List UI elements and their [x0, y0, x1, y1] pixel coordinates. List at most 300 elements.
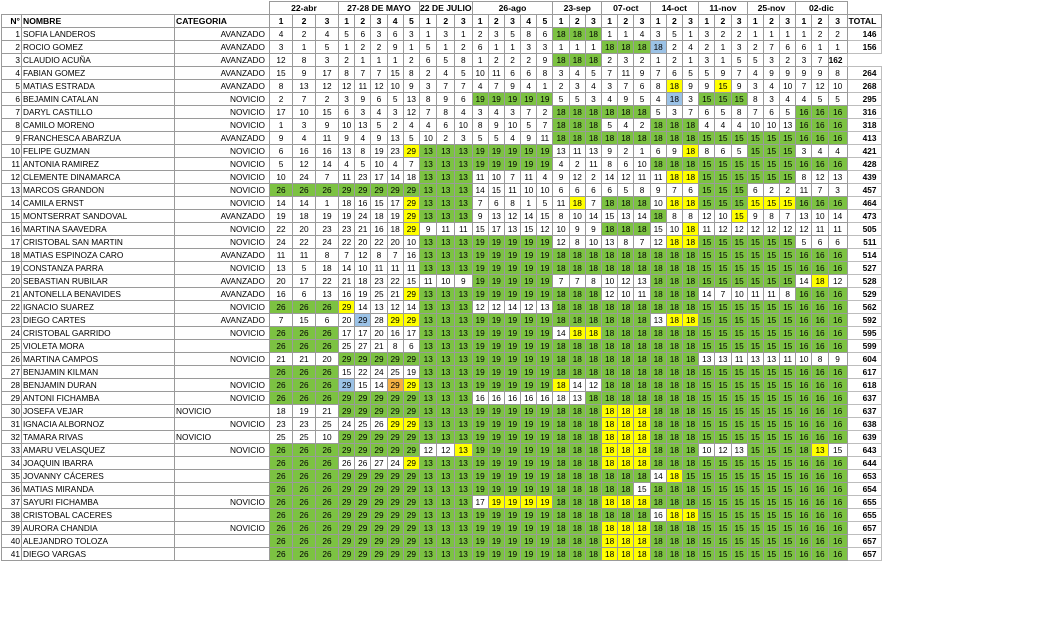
table-row [2, 327, 882, 340]
participant-name: VIOLETA MORA [22, 340, 175, 353]
score-cell: 19 [355, 288, 371, 301]
score-cell: 18 [634, 457, 650, 470]
score-cell: 16 [812, 535, 828, 548]
score-cell: 19 [488, 93, 504, 106]
score-cell: 29 [339, 509, 355, 522]
row-total: 562 [847, 301, 881, 314]
score-cell: 19 [472, 353, 488, 366]
score-cell: 17 [371, 171, 387, 184]
score-cell: 18 [634, 366, 650, 379]
score-cell: 15 [763, 249, 779, 262]
score-cell: 29 [339, 496, 355, 509]
score-cell: 19 [339, 210, 355, 223]
score-cell: 16 [812, 470, 828, 483]
score-cell: 9 [403, 80, 419, 93]
row-number: 3 [2, 54, 22, 67]
score-cell: 18 [650, 210, 666, 223]
table-row [2, 41, 882, 54]
score-cell: 3 [419, 80, 437, 93]
score-cell: 18 [602, 132, 618, 145]
score-cell: 2 [828, 28, 847, 41]
score-cell: 19 [472, 366, 488, 379]
score-cell: 15 [699, 431, 715, 444]
score-cell: 21 [355, 223, 371, 236]
participant-name: ANTONI FICHAMBA [22, 392, 175, 405]
score-cell: 9 [419, 223, 437, 236]
row-total: 473 [847, 210, 881, 223]
score-cell: 9 [699, 80, 715, 93]
row-total: 264 [847, 67, 881, 80]
score-cell: 7 [419, 106, 437, 119]
score-cell: 19 [537, 405, 553, 418]
score-cell: 18 [634, 548, 650, 561]
score-cell: 3 [339, 93, 355, 106]
score-cell: 18 [634, 132, 650, 145]
number-column-header: N° [2, 15, 22, 28]
score-cell: 26 [316, 366, 339, 379]
session-column-header: 2 [569, 15, 585, 28]
score-cell: 9 [634, 67, 650, 80]
participant-category: NOVICIO [175, 236, 270, 249]
score-cell: 13 [419, 327, 437, 340]
table-row [2, 405, 882, 418]
score-cell: 26 [293, 301, 316, 314]
score-cell: 17 [339, 327, 355, 340]
score-cell: 13 [455, 288, 473, 301]
score-cell: 29 [355, 509, 371, 522]
participant-name: MARCOS GRANDON [22, 184, 175, 197]
score-cell: 3 [747, 80, 763, 93]
score-cell: 4 [715, 119, 731, 132]
row-number: 19 [2, 262, 22, 275]
score-cell: 9 [602, 145, 618, 158]
category-column-header: CATEGORIA [175, 15, 270, 28]
score-cell: 29 [355, 522, 371, 535]
score-cell: 2 [293, 28, 316, 41]
score-cell: 19 [488, 535, 504, 548]
score-cell: 15 [731, 379, 747, 392]
score-cell: 19 [316, 210, 339, 223]
score-cell: 13 [437, 431, 455, 444]
score-cell: 18 [682, 483, 698, 496]
score-cell: 16 [828, 197, 847, 210]
score-cell: 19 [504, 483, 520, 496]
score-cell: 15 [715, 184, 731, 197]
score-cell: 15 [699, 249, 715, 262]
score-cell: 16 [796, 158, 812, 171]
score-cell: 26 [270, 535, 293, 548]
score-cell: 11 [634, 171, 650, 184]
score-cell: 10 [747, 119, 763, 132]
score-cell: 5 [666, 28, 682, 41]
score-cell: 19 [472, 314, 488, 327]
score-cell: 15 [715, 340, 731, 353]
score-cell: 15 [747, 145, 763, 158]
score-cell: 29 [403, 509, 419, 522]
score-cell: 18 [585, 444, 601, 457]
score-cell: 18 [585, 470, 601, 483]
score-cell: 26 [316, 496, 339, 509]
score-cell: 13 [419, 509, 437, 522]
score-cell: 16 [812, 314, 828, 327]
score-cell: 18 [585, 418, 601, 431]
table-row [2, 28, 882, 41]
score-cell: 24 [371, 366, 387, 379]
score-cell: 18 [650, 158, 666, 171]
score-cell: 6 [553, 184, 569, 197]
score-cell: 18 [666, 262, 682, 275]
score-cell: 15 [715, 366, 731, 379]
score-cell: 15 [763, 327, 779, 340]
score-cell: 8 [270, 80, 293, 93]
score-cell: 15 [339, 366, 355, 379]
score-cell: 29 [355, 535, 371, 548]
participant-name: ANTONELLA BENAVIDES [22, 288, 175, 301]
score-cell: 1 [537, 80, 553, 93]
score-cell: 15 [780, 470, 796, 483]
score-cell: 10 [553, 223, 569, 236]
table-row [2, 184, 882, 197]
score-cell: 29 [371, 483, 387, 496]
score-cell: 23 [355, 171, 371, 184]
score-cell: 15 [699, 93, 715, 106]
table-row [2, 522, 882, 535]
score-cell: 15 [747, 548, 763, 561]
score-cell: 26 [270, 301, 293, 314]
score-cell: 1 [403, 41, 419, 54]
participant-name: JOVANNY CÁCERES [22, 470, 175, 483]
score-cell: 3 [796, 54, 812, 67]
score-cell: 18 [553, 405, 569, 418]
score-cell: 9 [715, 67, 731, 80]
score-cell: 21 [270, 353, 293, 366]
score-cell: 18 [634, 340, 650, 353]
score-cell: 7 [763, 41, 779, 54]
score-cell: 18 [618, 106, 634, 119]
score-cell: 18 [634, 314, 650, 327]
participant-name: JOSEFA VEJAR [22, 405, 175, 418]
score-cell: 19 [488, 366, 504, 379]
score-cell: 1 [747, 28, 763, 41]
score-cell: 18 [618, 314, 634, 327]
score-cell: 19 [537, 509, 553, 522]
score-cell: 18 [602, 470, 618, 483]
score-cell: 16 [828, 457, 847, 470]
participant-name: DIEGO VARGAS [22, 548, 175, 561]
score-cell: 6 [699, 106, 715, 119]
session-column-header: 3 [371, 15, 387, 28]
session-column-header: 2 [437, 15, 455, 28]
score-cell: 5 [634, 93, 650, 106]
score-cell: 18 [618, 301, 634, 314]
score-cell: 5 [715, 106, 731, 119]
total-column-header: TOTAL [847, 15, 881, 28]
score-cell: 12 [403, 106, 419, 119]
score-cell: 16 [403, 249, 419, 262]
score-cell: 29 [403, 418, 419, 431]
score-cell: 6 [355, 28, 371, 41]
score-cell: 8 [403, 67, 419, 80]
score-cell: 29 [387, 353, 403, 366]
score-cell: 18 [618, 470, 634, 483]
score-cell: 4 [371, 106, 387, 119]
score-cell: 11 [812, 223, 828, 236]
score-cell: 15 [747, 405, 763, 418]
date-group-header: 25-nov [747, 2, 796, 15]
session-column-header: 1 [699, 15, 715, 28]
score-cell: 18 [602, 41, 618, 54]
score-cell: 18 [553, 288, 569, 301]
score-cell: 5 [504, 28, 520, 41]
score-cell: 5 [472, 132, 488, 145]
session-column-header: 2 [293, 15, 316, 28]
score-cell: 17 [488, 223, 504, 236]
score-cell: 15 [699, 483, 715, 496]
score-cell: 10 [339, 119, 355, 132]
score-cell: 16 [812, 197, 828, 210]
score-cell: 15 [763, 509, 779, 522]
participant-category: NOVICIO [175, 418, 270, 431]
row-number: 20 [2, 275, 22, 288]
score-cell: 19 [537, 522, 553, 535]
score-cell: 26 [270, 379, 293, 392]
score-cell: 26 [355, 457, 371, 470]
score-cell: 18 [585, 262, 601, 275]
score-cell: 18 [602, 405, 618, 418]
score-cell: 4 [293, 132, 316, 145]
participant-category: AVANZADO [175, 132, 270, 145]
score-cell: 19 [488, 444, 504, 457]
score-cell: 17 [387, 197, 403, 210]
score-cell: 13 [455, 197, 473, 210]
score-cell: 26 [316, 327, 339, 340]
row-total: 592 [847, 314, 881, 327]
score-cell: 4 [569, 67, 585, 80]
row-total: 657 [847, 522, 881, 535]
score-cell: 16 [796, 535, 812, 548]
score-cell: 15 [780, 431, 796, 444]
score-cell: 18 [553, 379, 569, 392]
score-cell: 17 [355, 327, 371, 340]
participant-name: ANTONIA RAMIREZ [22, 158, 175, 171]
score-cell: 10 [387, 80, 403, 93]
score-cell: 6 [812, 236, 828, 249]
score-cell: 18 [666, 93, 682, 106]
score-cell: 15 [699, 496, 715, 509]
score-cell: 18 [666, 379, 682, 392]
score-cell: 18 [682, 171, 698, 184]
score-cell: 18 [682, 457, 698, 470]
score-cell: 26 [293, 535, 316, 548]
score-cell: 25 [371, 288, 387, 301]
score-cell: 18 [666, 392, 682, 405]
row-total: 657 [847, 535, 881, 548]
score-cell: 19 [472, 444, 488, 457]
score-cell: 15 [731, 262, 747, 275]
score-cell: 14 [650, 470, 666, 483]
row-total: 653 [847, 470, 881, 483]
score-cell: 16 [796, 418, 812, 431]
score-cell: 15 [763, 535, 779, 548]
score-cell: 5 [796, 236, 812, 249]
score-cell: 13 [747, 353, 763, 366]
participant-category: NOVICIO [175, 327, 270, 340]
score-cell: 15 [731, 548, 747, 561]
table-row [2, 314, 882, 327]
score-cell: 18 [650, 249, 666, 262]
row-number: 10 [2, 145, 22, 158]
score-cell: 19 [504, 496, 520, 509]
score-cell: 6 [715, 145, 731, 158]
score-cell: 6 [504, 67, 520, 80]
score-cell: 3 [731, 41, 747, 54]
score-cell: 19 [472, 327, 488, 340]
session-column-header: 1 [472, 15, 488, 28]
score-cell: 18 [585, 301, 601, 314]
score-cell: 15 [780, 535, 796, 548]
score-cell: 3 [699, 54, 715, 67]
row-total: 638 [847, 418, 881, 431]
score-cell: 26 [293, 327, 316, 340]
row-total: 439 [847, 171, 881, 184]
score-cell: 8 [780, 288, 796, 301]
table-row [2, 119, 882, 132]
score-cell: 15 [715, 535, 731, 548]
score-cell: 6 [521, 67, 537, 80]
score-cell: 18 [618, 444, 634, 457]
score-cell: 29 [371, 509, 387, 522]
score-cell: 16 [812, 301, 828, 314]
score-cell: 4 [682, 41, 698, 54]
participant-category [175, 483, 270, 496]
score-cell: 18 [569, 496, 585, 509]
score-cell: 18 [602, 418, 618, 431]
score-cell: 13 [437, 262, 455, 275]
score-cell: 23 [316, 223, 339, 236]
score-cell: 21 [387, 288, 403, 301]
score-cell: 16 [828, 470, 847, 483]
score-cell: 13 [437, 236, 455, 249]
score-cell: 18 [553, 314, 569, 327]
score-cell: 17 [270, 106, 293, 119]
score-cell: 19 [521, 145, 537, 158]
score-cell: 9 [521, 132, 537, 145]
score-cell: 1 [387, 54, 403, 67]
participant-category: NOVICIO [175, 392, 270, 405]
score-cell: 13 [634, 275, 650, 288]
score-cell: 18 [666, 249, 682, 262]
score-cell: 18 [682, 119, 698, 132]
participant-category: AVANZADO [175, 288, 270, 301]
score-cell: 12 [316, 80, 339, 93]
score-cell: 24 [387, 457, 403, 470]
score-cell: 19 [537, 288, 553, 301]
score-cell: 4 [780, 93, 796, 106]
score-cell: 10 [316, 431, 339, 444]
score-cell: 5 [293, 262, 316, 275]
score-cell: 15 [731, 93, 747, 106]
score-cell: 18 [585, 483, 601, 496]
score-cell: 18 [602, 301, 618, 314]
score-cell: 5 [747, 54, 763, 67]
participant-category: AVANZADO [175, 275, 270, 288]
score-cell: 19 [521, 522, 537, 535]
score-cell: 19 [472, 431, 488, 444]
score-cell: 7 [403, 158, 419, 171]
score-cell: 8 [504, 197, 520, 210]
score-cell: 18 [585, 314, 601, 327]
score-cell: 16 [796, 431, 812, 444]
row-number: 24 [2, 327, 22, 340]
score-cell: 10 [780, 80, 796, 93]
score-cell: 16 [828, 431, 847, 444]
score-cell: 18 [650, 457, 666, 470]
score-cell: 15 [763, 262, 779, 275]
score-cell: 13 [355, 119, 371, 132]
score-cell: 4 [634, 28, 650, 41]
score-cell: 14 [699, 288, 715, 301]
score-cell: 16 [796, 327, 812, 340]
score-cell: 29 [403, 483, 419, 496]
score-cell: 8 [618, 236, 634, 249]
score-cell: 15 [387, 67, 403, 80]
score-cell: 10 [488, 171, 504, 184]
score-cell: 15 [682, 470, 698, 483]
score-cell: 7 [650, 67, 666, 80]
score-cell: 1 [553, 41, 569, 54]
score-cell: 15 [763, 379, 779, 392]
score-cell: 29 [387, 184, 403, 197]
score-cell: 16 [796, 509, 812, 522]
score-cell: 19 [504, 327, 520, 340]
score-cell: 29 [387, 418, 403, 431]
score-cell: 13 [419, 314, 437, 327]
score-cell: 13 [419, 548, 437, 561]
row-total: 637 [847, 392, 881, 405]
score-cell: 29 [355, 353, 371, 366]
score-cell: 9 [387, 41, 403, 54]
score-cell: 15 [763, 132, 779, 145]
score-cell: 12 [715, 444, 731, 457]
table-row [2, 54, 882, 67]
score-cell: 19 [521, 366, 537, 379]
score-cell: 18 [585, 340, 601, 353]
score-cell: 18 [585, 249, 601, 262]
score-cell: 26 [270, 470, 293, 483]
score-cell: 15 [699, 171, 715, 184]
score-cell: 18 [553, 418, 569, 431]
score-cell: 2 [715, 28, 731, 41]
score-cell: 9 [293, 67, 316, 80]
score-cell: 10 [715, 210, 731, 223]
score-cell: 6 [602, 184, 618, 197]
score-cell: 22 [387, 275, 403, 288]
score-cell: 15 [715, 171, 731, 184]
score-cell: 13 [455, 405, 473, 418]
score-cell: 1 [763, 28, 779, 41]
score-cell: 19 [472, 145, 488, 158]
score-cell: 10 [537, 184, 553, 197]
row-number: 32 [2, 431, 22, 444]
participant-name: MARTINA CAMPOS [22, 353, 175, 366]
session-column-header: 3 [504, 15, 520, 28]
score-cell: 19 [472, 405, 488, 418]
score-cell: 15 [780, 418, 796, 431]
score-cell: 16 [828, 535, 847, 548]
session-column-header: 5 [537, 15, 553, 28]
date-group-header: 07-oct [602, 2, 651, 15]
score-cell: 9 [371, 132, 387, 145]
